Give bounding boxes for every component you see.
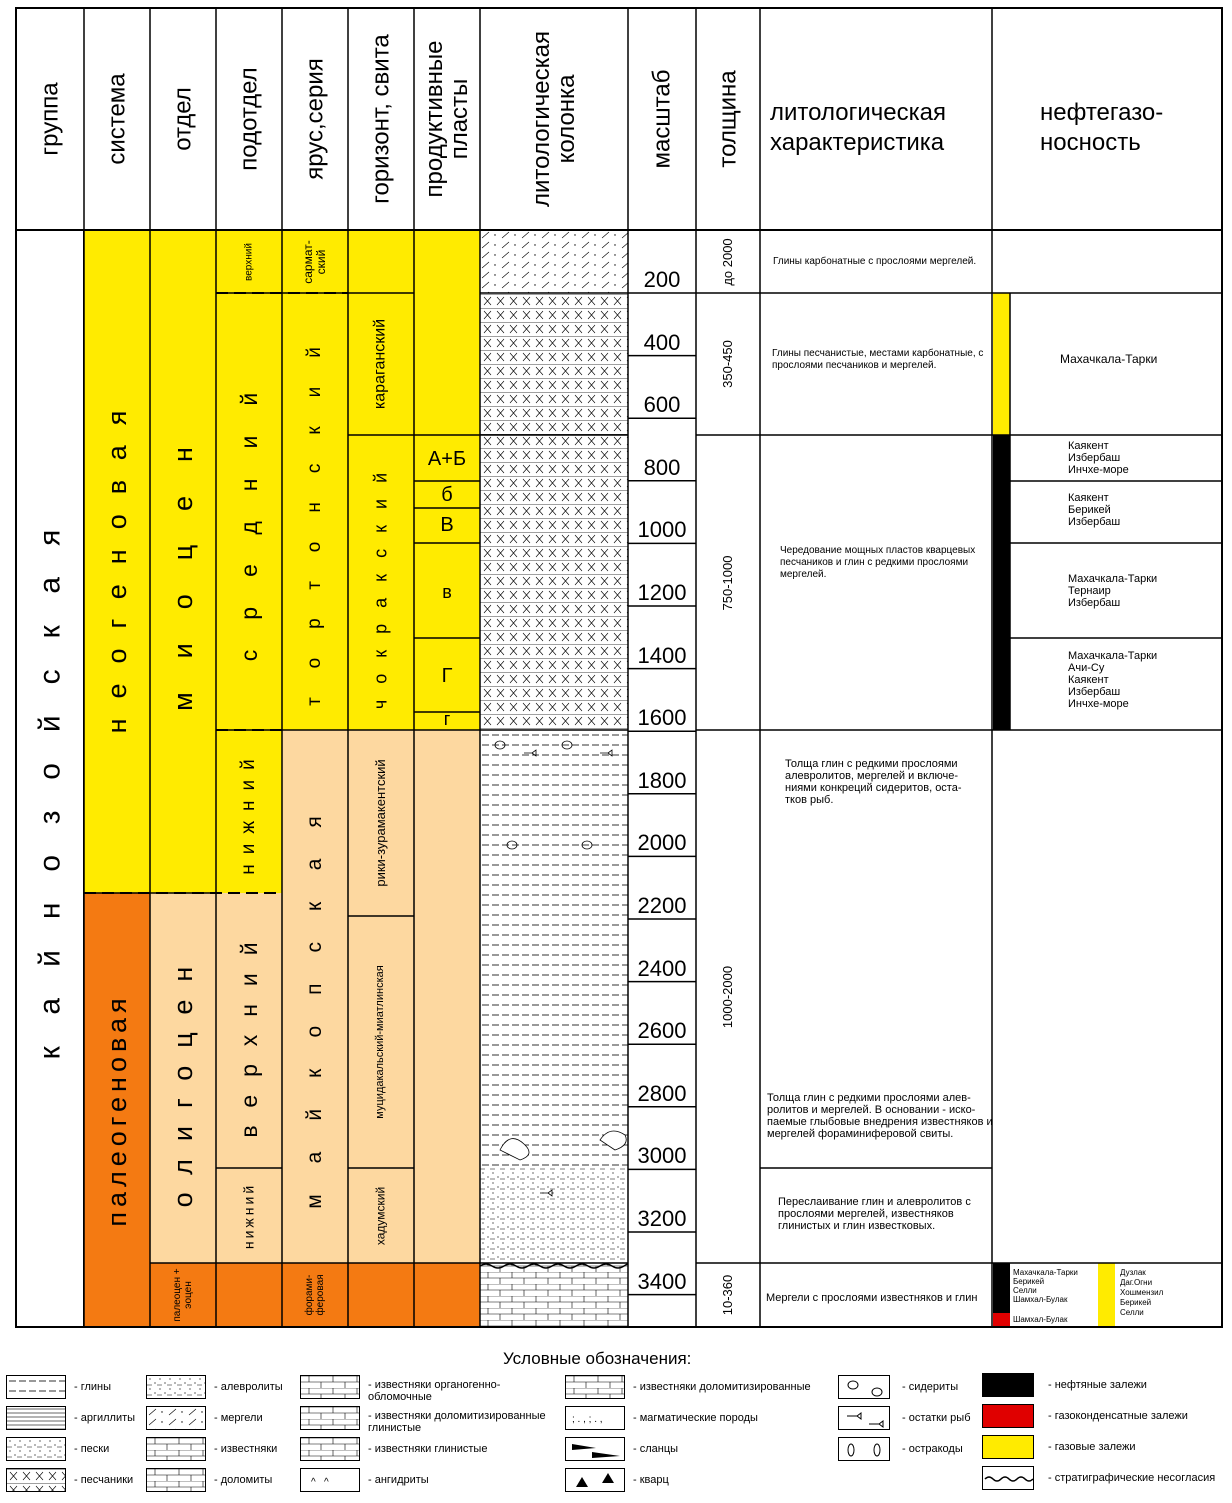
svg-text:^ ^: ^ ^ bbox=[311, 1477, 329, 1488]
thickness-2: 350-450 bbox=[720, 340, 736, 388]
header-division: отдел bbox=[169, 87, 197, 151]
lithochar-6: Переслаивание глин и алевролитов с прослоями мергелей, известняков глинистых и глин известковых. bbox=[778, 1196, 971, 1232]
unconformity-symbol bbox=[982, 1466, 1034, 1490]
stage-sarmat: сармат-ский bbox=[301, 239, 328, 284]
layer-V: В bbox=[440, 514, 454, 536]
legend-organic-limestone: - известняки органогенно-обломочные bbox=[368, 1379, 501, 1403]
oilgas-bottom-oil: Махачкала-Тарки Берикей Селли Шамхал-Булак bbox=[1013, 1268, 1078, 1304]
scale-label: 1400 bbox=[637, 642, 687, 668]
horizon-karagan: караганский bbox=[371, 318, 389, 410]
scale-label: 1200 bbox=[637, 580, 687, 605]
layer-v: в bbox=[442, 582, 452, 602]
system-paleogene: палеогеновая bbox=[101, 993, 132, 1227]
header-lithochar: литологическая характеристика bbox=[770, 99, 946, 156]
legend-sandstone: - песчаники bbox=[74, 1474, 134, 1486]
sandstone-symbol bbox=[6, 1468, 66, 1492]
division-paleocene: палеоцен + эоцен bbox=[172, 1268, 194, 1322]
lithochar-4: Толща глин с редкими прослоями алевролитов, мергелей и включе-ниями конкреций сидеритов, оста-тков рыб. bbox=[785, 758, 962, 806]
clay-symbol bbox=[6, 1375, 66, 1399]
oilgas-field-4: Махачкала-Тарки Ачи-Су Каякент Избербаш Инчхе-море bbox=[1068, 650, 1158, 710]
dolomitized-limestone-symbol bbox=[565, 1375, 625, 1399]
header-productive: продуктивные пласты bbox=[420, 40, 473, 198]
layer-b: б bbox=[441, 484, 453, 506]
header-scale: масштаб bbox=[648, 69, 676, 169]
oilgas-gas1: Махачкала-Тарки bbox=[1060, 352, 1158, 366]
scale-label: 1800 bbox=[637, 767, 687, 793]
scale-label: 1600 bbox=[637, 705, 687, 731]
legend-anhydrite: - ангидриты bbox=[368, 1474, 429, 1486]
legend-sand: - пески bbox=[74, 1443, 110, 1455]
thickness-3: 750-1000 bbox=[720, 555, 736, 610]
condensate-deposit-swatch bbox=[982, 1404, 1034, 1428]
header-subdivision: подотдел bbox=[235, 67, 263, 171]
legend-dolomitized-limestone: - известняки доломитизированные bbox=[633, 1381, 811, 1393]
group-cell: кайнозойская bbox=[33, 498, 67, 1059]
thickness-1: до 2000 bbox=[720, 237, 736, 286]
dolomite-symbol bbox=[146, 1468, 206, 1492]
stage-foram: форами-феровая bbox=[304, 1274, 326, 1316]
scale-label: 2000 bbox=[637, 830, 687, 856]
legend-limestone: - известняки bbox=[214, 1443, 278, 1455]
gas-bar bbox=[993, 293, 1010, 435]
legend-clayey-limestone: - известняки глинистые bbox=[368, 1443, 488, 1455]
horizon-chokrak: чокракский bbox=[370, 456, 391, 709]
header-system: система bbox=[103, 73, 131, 165]
legend-clay: - глины bbox=[74, 1381, 112, 1393]
sand-symbol bbox=[6, 1437, 66, 1461]
legend-siderite: - сидериты bbox=[902, 1381, 959, 1393]
scale-label: 3000 bbox=[637, 1143, 687, 1169]
header-lithocolumn: литологическая колонка bbox=[527, 31, 580, 207]
scale-label: 1000 bbox=[637, 517, 687, 543]
header-oilgas: нефтегазо-носность bbox=[1040, 99, 1164, 156]
legend bbox=[0, 1345, 1232, 1503]
lithochar-7: Мергели с прослоями известняков и глин bbox=[766, 1292, 978, 1304]
argillite-symbol bbox=[6, 1406, 66, 1430]
header-thickness: толщина bbox=[714, 70, 742, 168]
organic-limestone-symbol bbox=[300, 1375, 360, 1399]
scale-label: 800 bbox=[643, 454, 681, 480]
ostracod-symbol bbox=[838, 1437, 890, 1461]
subdivision-middle: средний bbox=[235, 362, 262, 661]
thickness-4: 1000-2000 bbox=[720, 965, 736, 1028]
horizon-khadum: хадумский bbox=[373, 1186, 388, 1245]
header-group: группа bbox=[36, 82, 64, 156]
quartz-symbol bbox=[565, 1468, 625, 1492]
thickness-5: 10-360 bbox=[720, 1274, 736, 1316]
division-oligocene: олигоцен bbox=[167, 948, 198, 1208]
scale-label: 600 bbox=[643, 392, 681, 418]
anhydrite-symbol bbox=[300, 1468, 360, 1492]
condensate-bar bbox=[993, 1313, 1010, 1327]
subdivision-upper-oligocene: верхний bbox=[235, 923, 262, 1138]
legend-siltstone: - алевролиты bbox=[214, 1381, 283, 1393]
oilgas-field-1: Каякент Избербаш Инчхе-море bbox=[1068, 440, 1129, 476]
stage-maikop: майкопская bbox=[302, 784, 326, 1209]
legend-shale: - сланцы bbox=[633, 1443, 679, 1455]
oil-deposit-swatch bbox=[982, 1373, 1034, 1397]
marl-symbol bbox=[146, 1406, 206, 1430]
subdivision-lower-miocene: нижний bbox=[238, 748, 260, 875]
scale-label: 2200 bbox=[637, 893, 687, 918]
oilgas-bottom-cond: Шамхал-Булак bbox=[1013, 1315, 1068, 1324]
stage-torton: тортонский bbox=[304, 317, 326, 706]
limestone-symbol bbox=[146, 1437, 206, 1461]
legend-gas: - газовые залежи bbox=[1048, 1441, 1136, 1453]
oilgas-field-2: Каякент Берикей Избербаш bbox=[1068, 492, 1121, 528]
legend-oil: - нефтяные залежи bbox=[1048, 1379, 1147, 1391]
lithochar-2: Глины песчанистые, местами карбонатные, с прослоями песчаников и мергелей. bbox=[772, 348, 984, 371]
legend-igneous: - магматические породы bbox=[633, 1412, 758, 1424]
oil-bar bbox=[993, 435, 1010, 730]
division-miocene: миоцен bbox=[167, 412, 198, 711]
layer-AB: А+Б bbox=[427, 448, 467, 470]
system-neogene: неогеновая bbox=[101, 390, 132, 733]
oilgas-field-3: Махачкала-Тарки Тернаир Избербаш bbox=[1068, 573, 1158, 609]
legend-marl: - мергели bbox=[214, 1412, 263, 1424]
svg-text:; . , ; . ,: ; . , ; . , bbox=[572, 1414, 603, 1425]
oilgas-bottom-gas: Дузлак Даг.Огни Хошмензил Берикей Селли bbox=[1120, 1268, 1164, 1317]
gas-deposit-swatch bbox=[982, 1435, 1034, 1459]
lithochar-3: Чередование мощных пластов кварцевых песчаников и глин с редкими прослоями мергелей. bbox=[780, 545, 976, 580]
lithochar-5: Толща глин с редкими прослоями алев-ролитов и мергелей. В основании - иско-паемые глыбовые внедрения известняков и мергелей фораминиферовой свиты. bbox=[767, 1092, 993, 1140]
scale-label: 2600 bbox=[637, 1018, 687, 1044]
scale-label: 3400 bbox=[637, 1268, 687, 1294]
siderite-symbol bbox=[838, 1375, 890, 1399]
header-stage: ярус,серия bbox=[301, 58, 329, 180]
legend-ostracod: - остракоды bbox=[902, 1443, 963, 1455]
horizon-mudak: муцидакальский-миатлинская bbox=[374, 965, 387, 1119]
legend-dolomitized-clayey-limestone: - известняки доломитизированные глинистые bbox=[368, 1410, 546, 1434]
header-horizon: горизонт, свита bbox=[367, 34, 395, 204]
horizon-riki: рики-зурамакентский bbox=[373, 759, 389, 887]
scale-label: 2800 bbox=[637, 1080, 687, 1106]
layer-g: г bbox=[443, 709, 451, 729]
legend-argillite: - аргиллиты bbox=[74, 1412, 136, 1424]
scale-label: 2400 bbox=[637, 955, 687, 981]
oil-bar-bottom bbox=[993, 1263, 1010, 1313]
scale-label: 400 bbox=[643, 329, 681, 355]
layer-G: Г bbox=[441, 665, 453, 687]
igneous-symbol bbox=[565, 1406, 625, 1430]
legend-condensate: - газоконденсатные залежи bbox=[1048, 1410, 1188, 1422]
subdivision-lower-oligocene: нижний bbox=[240, 1182, 257, 1249]
fish-symbol bbox=[838, 1406, 890, 1430]
scale-label: 3200 bbox=[637, 1206, 687, 1231]
subdivision-upper-miocene: верхний bbox=[243, 242, 255, 281]
legend-fish: - остатки рыб bbox=[902, 1412, 971, 1424]
legend-dolomite: - доломиты bbox=[214, 1474, 273, 1486]
legend-title: Условные обозначения: bbox=[503, 1349, 692, 1368]
lithochar-1: Глины карбонатные с прослоями мергелей. bbox=[773, 256, 977, 267]
siltstone-symbol bbox=[146, 1375, 206, 1399]
legend-quartz: - кварц bbox=[633, 1474, 669, 1486]
scale-label: 200 bbox=[643, 267, 681, 292]
clayey-limestone-symbol bbox=[300, 1437, 360, 1461]
shale-symbol bbox=[565, 1437, 625, 1461]
dolomitized-clayey-limestone-symbol bbox=[300, 1406, 360, 1430]
legend-unconformity: - стратиграфические несогласия bbox=[1048, 1472, 1216, 1484]
